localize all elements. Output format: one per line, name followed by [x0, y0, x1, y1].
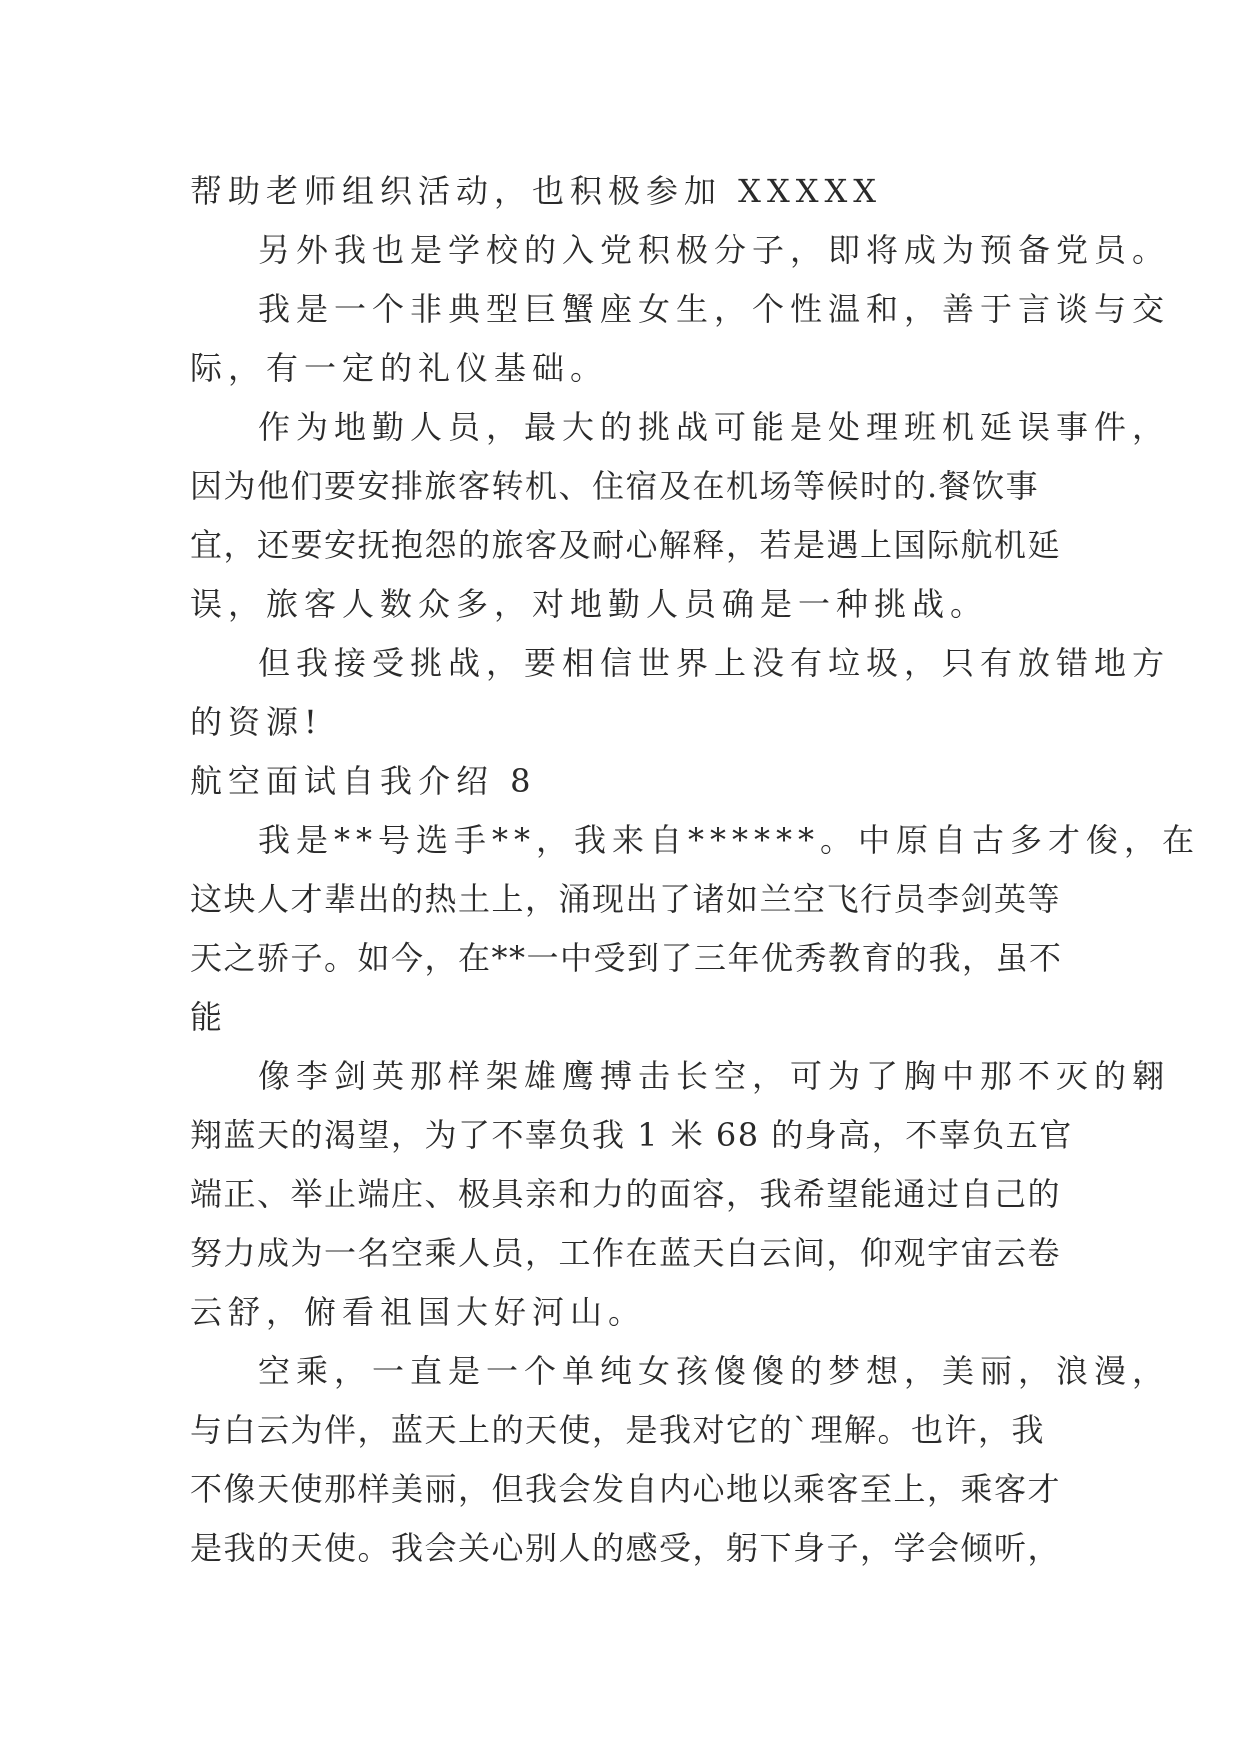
document-body — [190, 162, 1201, 1578]
text-line: 能 — [190, 998, 229, 1036]
text-line: 天之骄子。如今，在**一中受到了三年优秀教育的我，虽不 — [190, 939, 1063, 977]
text-line: 宜，还要安抚抱怨的旅客及耐心解释，若是遇上国际航机延 — [190, 526, 1062, 564]
text-line: 但我接受挑战，要相信世界上没有垃圾，只有放错地方 — [258, 644, 1171, 682]
text-line: 我是**号选手**，我来自******。中原自古多才俊，在 — [258, 821, 1201, 859]
text-line: 不像天使那样美丽，但我会发自内心地以乘客至上，乘客才 — [190, 1470, 1062, 1508]
text-line: 努力成为一名空乘人员，工作在蓝天白云间，仰观宇宙云卷 — [190, 1234, 1062, 1272]
text-line: 我是一个非典型巨蟹座女生，个性温和，善于言谈与交 — [258, 290, 1171, 328]
text-line: 云舒，俯看祖国大好河山。 — [190, 1293, 647, 1331]
text-line: 空乘，一直是一个单纯女孩傻傻的梦想，美丽，浪漫， — [258, 1352, 1171, 1390]
text-line: 作为地勤人员，最大的挑战可能是处理班机延误事件， — [258, 408, 1171, 446]
text-line: 际，有一定的礼仪基础。 — [190, 349, 609, 387]
text-line: 与白云为伴，蓝天上的天使，是我对它的`理解。也许，我 — [190, 1411, 1046, 1449]
section-heading: 航空面试自我介绍 8 — [190, 762, 537, 800]
text-line: 因为他们要安排旅客转机、住宿及在机场等候时的.餐饮事 — [190, 467, 1040, 505]
text-line: 这块人才辈出的热土上，涌现出了诸如兰空飞行员李剑英等 — [190, 880, 1062, 918]
text-line: 另外我也是学校的入党积极分子，即将成为预备党员。 — [258, 231, 1171, 269]
text-line: 翔蓝天的渴望，为了不辜负我 1 米 68 的身高，不辜负五官 — [190, 1116, 1073, 1154]
text-line: 帮助老师组织活动，也积极参加 XXXXX — [190, 172, 883, 210]
text-line: 像李剑英那样架雄鹰搏击长空，可为了胸中那不灭的翱 — [258, 1057, 1171, 1095]
text-line: 是我的天使。我会关心别人的感受，躬下身子，学会倾听， — [190, 1529, 1062, 1567]
text-line: 的资源! — [190, 703, 323, 741]
text-line: 端正、举止端庄、极具亲和力的面容，我希望能通过自己的 — [190, 1175, 1062, 1213]
text-line: 误，旅客人数众多，对地勤人员确是一种挑战。 — [190, 585, 989, 623]
